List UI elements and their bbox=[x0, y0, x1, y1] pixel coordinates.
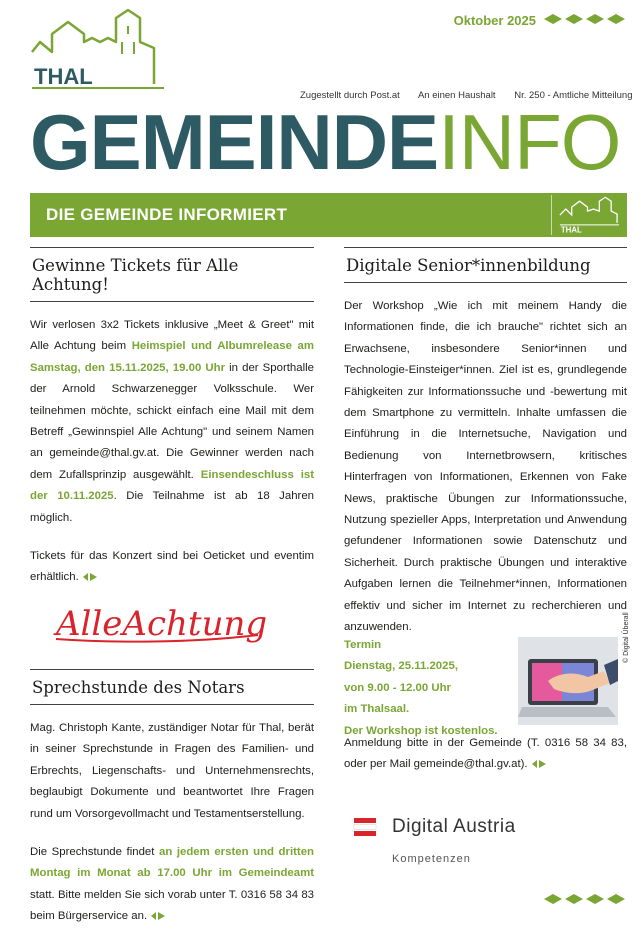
tickets-text-c: . Die Teilnahme ist ab 18 Jahren möglich. bbox=[30, 490, 314, 524]
notar-paragraph-1: Mag. Christoph Kante, zuständiger Notar für Thal, berät in seiner Sprechstunde in Fragen des Familien- und Erbrechts, Liegenschafts- und Unternehmensrechts, beglaubigt Dokumente und beantwortet Ihre Fragen rund um Vorsorgevollmacht und Testamentserstellung. bbox=[30, 721, 314, 820]
meta-issue-number: Nr. 250 - Amtliche Mitteilung bbox=[514, 90, 633, 101]
meta-postal: Zugestellt durch Post.at bbox=[300, 90, 400, 101]
notar-schedule: an jedem ersten und dritten Montag im Monat ab 17.00 Uhr im Gemeindeamt bbox=[30, 845, 314, 880]
logo-text: THAL bbox=[34, 64, 93, 89]
termin-time: von 9.00 - 12.00 Uhr bbox=[344, 681, 451, 694]
notar-text-a: Die Sprechstunde findet bbox=[30, 845, 159, 858]
tickets-event-date: Heimspiel und Albumrelease am Samstag, den 15.11.2025, 19.00 Uhr bbox=[30, 340, 314, 374]
masthead-part-gemeinde: GEMEINDE bbox=[30, 98, 439, 186]
alle-achtung-logo-text: AlleAchtung bbox=[56, 603, 268, 644]
tickets-paragraph-1 bbox=[30, 315, 314, 529]
alle-achtung-logo bbox=[52, 595, 268, 653]
tickets-heading: Gewinne Tickets für Alle Achtung! bbox=[30, 247, 314, 302]
thal-logo bbox=[30, 8, 170, 100]
termin-label: Termin bbox=[344, 639, 382, 651]
tickets-paragraph-2 bbox=[30, 546, 314, 589]
laptop-handshake-photo bbox=[518, 637, 618, 725]
termin-date: Dienstag, 25.11.2025, bbox=[344, 660, 458, 673]
end-marker-icon bbox=[532, 760, 546, 768]
end-marker-icon bbox=[83, 573, 97, 581]
tickets-text-b: in der Sporthalle der Arnold Schwarzenegger Volksschule. Wer teilnehmen möchte, schickt einfach eine Mail mit dem Betreff „Gewinnspiel Alle Achtung" und seinem Namen an gemeinde@thal.gv.at. Die Gewinner werden nach dem Zufallsprinzip ausgewählt. bbox=[30, 361, 314, 481]
digital-austria-logo bbox=[354, 810, 554, 870]
senior-body bbox=[344, 296, 627, 639]
banner-thal-logo bbox=[551, 195, 623, 235]
notar-paragraph-2 bbox=[30, 842, 314, 928]
diamond-ornament-icon bbox=[542, 892, 628, 906]
right-column bbox=[344, 247, 630, 887]
event-details bbox=[344, 635, 498, 742]
masthead-part-info: INFO bbox=[438, 98, 621, 186]
termin-price: Der Workshop ist kostenlos. bbox=[344, 724, 498, 737]
austria-flag-icon bbox=[354, 818, 380, 836]
senior-paragraph-1: Der Workshop „Wie ich mit meinem Handy die Informationen finde, die ich brauche" richtet sich an Erwachsene, insbesondere Senior*innen und Technologie-Einsteiger*innen. Ziel ist es, grundlegende Fähigkeiten zur Informationssuche und -bewertung mit dem Smartphone zu vermitteln. Inhalte umfassen die Einführung in die Internetsuche, Navigation und Bedienung von Internetbrowsern, kritisches Hinterfragen von Informationen, Erkennen von Fake News, praktische Übungen zur Informationssuche, Nutzung spezieller Apps, Interpretation und Anwendung gefundener Informationen sowie Datenschutz und Sicherheit. Durch praktische Übungen und interaktive Aufgaben lernen die Teilnehmer*innen, Informationen effektiv und sicher im Internet zu recherchieren und anzuwenden. bbox=[344, 300, 627, 634]
partner-name: Digital Austria bbox=[392, 816, 516, 837]
termin-location: im Thalsaal. bbox=[344, 703, 410, 716]
left-column bbox=[30, 247, 314, 945]
meta-household: An einen Haushalt bbox=[417, 90, 496, 101]
tickets-body bbox=[30, 315, 314, 589]
masthead-title bbox=[30, 100, 620, 184]
tickets-sales-text: Tickets für das Konzert sind bei Oeticket und eventim erhältlich. bbox=[30, 550, 314, 584]
notar-body bbox=[30, 718, 314, 928]
section-banner bbox=[30, 193, 627, 237]
banner-title: DIE GEMEINDE INFORMIERT bbox=[46, 205, 288, 224]
tickets-deadline: Einsendeschluss ist der 10.11.2025 bbox=[30, 468, 314, 503]
partner-subtitle: Kompetenzen bbox=[392, 853, 471, 865]
issue-date: Oktober 2025 bbox=[453, 13, 536, 28]
diamond-ornament-icon bbox=[542, 12, 628, 26]
senior-heading: Digitale Senior*innenbildung bbox=[344, 247, 627, 283]
banner-logo-text: THAL bbox=[560, 225, 582, 235]
end-marker-icon bbox=[151, 912, 165, 920]
registration-text: Anmeldung bitte in der Gemeinde (T. 0316 58 34 83, oder per Mail gemeinde@thal.gv.at). bbox=[344, 737, 627, 771]
registration-note bbox=[344, 733, 627, 776]
tickets-text-a: Wir verlosen 3x2 Tickets inklusive „Meet & Greet" mit Alle Achtung beim bbox=[30, 319, 314, 353]
notar-text-b: statt. Bitte melden Sie sich vorab unter T. 0316 58 34 83 beim Bürgerservice an. bbox=[30, 888, 314, 923]
photo-credit: © Digital Überall bbox=[623, 612, 630, 663]
notar-heading: Sprechstunde des Notars bbox=[30, 669, 314, 705]
